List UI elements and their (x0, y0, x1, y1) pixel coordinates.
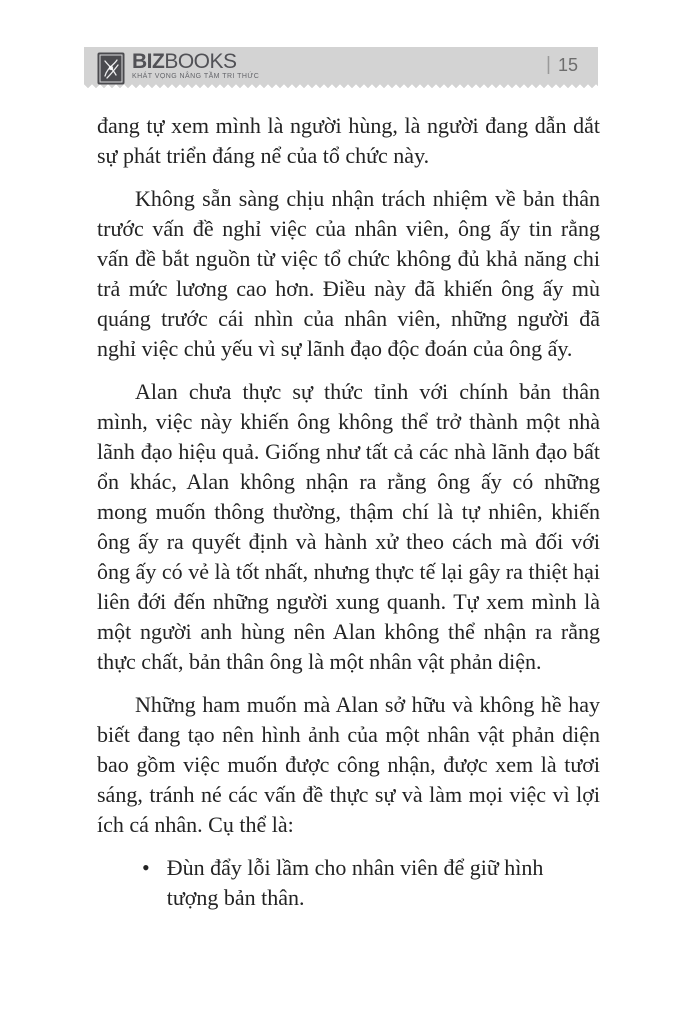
logo-text (132, 51, 259, 72)
publisher-logo (97, 49, 259, 82)
bullet-item (142, 853, 600, 913)
paragraph: đang tự xem mình là người hùng, là người đang dẫn dắt sự phát triển đáng nể của tổ chức này. (97, 113, 600, 168)
logo-wordmark (132, 51, 259, 81)
paragraph: Alan chưa thực sự thức tỉnh với chính bản thân mình, việc này khiến ông không thể trở thành một nhà lãnh đạo hiệu quả. Giống như tất cả các nhà lãnh đạo bất ổn khác, Alan không nhận ra rằng ông ấy có những mong muốn thông thường, thậm chí là tự nhiên, khiến ông ấy ra quyết định và hành xử theo cách mà đối với ông ấy có vẻ là tốt nhất, nhưng thực tế lại gây ra thiệt hại liên đới đến những người xung quanh. Tự xem mình là một người anh hùng nên Alan không thể nhận ra rằng thực chất, bản thân ông là một nhân vật phản diện. (97, 379, 600, 674)
logo-text-biz: BIZ (132, 50, 165, 73)
paragraph: Những ham muốn mà Alan sở hữu và không hề hay biết đang tạo nên hình ảnh của một nhân vật phản diện bao gồm việc muốn được công nhận, được xem là tươi sáng, tránh né các vấn đề thực sự và làm mọi việc vì lợi ích cá nhân. Cụ thể là: (97, 692, 600, 837)
paragraph: Không sẵn sàng chịu nhận trách nhiệm về bản thân trước vấn đề nghỉ việc của nhân viên, ông ấy tin rằng vấn đề bắt nguồn từ việc tổ chức không đủ khả năng chi trả mức lương cao hơn. Điều này đã khiến ông ấy mù quáng trước cái nhìn của nhân viên, những người đã nghỉ việc chủ yếu vì sự lãnh đạo độc đoán của ông ấy. (97, 186, 600, 361)
page-number-value: 15 (557, 55, 578, 75)
page-number-separator: | (546, 53, 551, 75)
header-band (84, 47, 598, 84)
logo-text-books: BOOKS (164, 50, 237, 73)
page-text (0, 88, 696, 913)
bizbooks-logo-icon (97, 52, 125, 85)
page-number (546, 55, 578, 77)
logo-tagline: KHÁT VỌNG NÂNG TẦM TRI THỨC (132, 73, 260, 80)
bullet-marker: • (142, 855, 150, 880)
bullet-text: Đùn đẩy lỗi lầm cho nhân viên để giữ hình tượng bản thân. (166, 855, 544, 910)
